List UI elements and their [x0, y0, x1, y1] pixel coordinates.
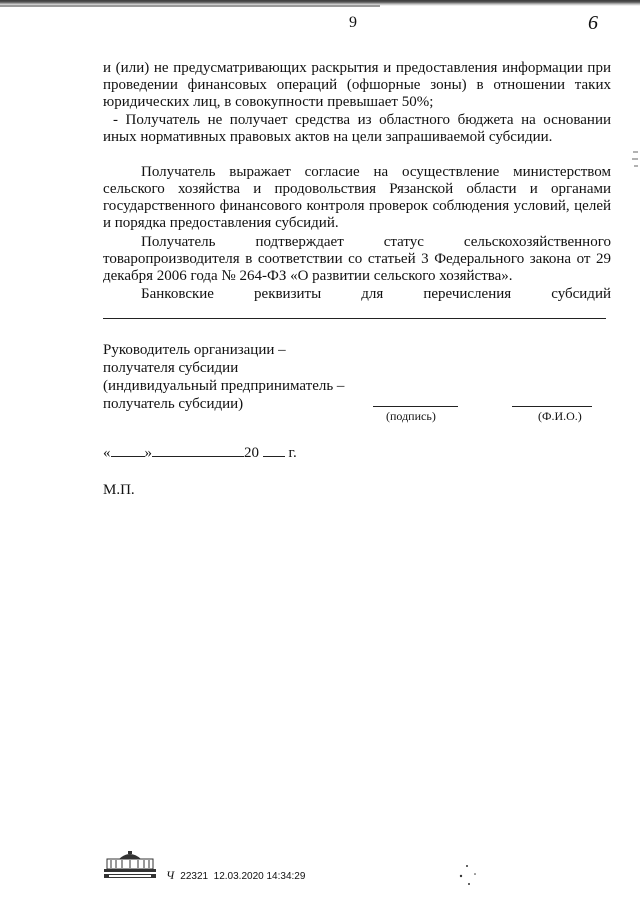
- year-prefix: 20: [244, 445, 259, 461]
- signature-label-2: получателя субсидии: [103, 360, 239, 376]
- document-timestamp: 12.03.2020 14:34:29: [213, 871, 306, 882]
- document-registration-stamp: [166, 868, 305, 883]
- paragraph-no-other-funds: - Получатель не получает средства из областного бюджета на основании иных нормативных правовых актов на цели запрашиваемой субсидии.: [103, 112, 611, 145]
- seal-placeholder: М.П.: [103, 482, 135, 498]
- organization-logo-icon: [103, 849, 157, 879]
- page-number: 9: [349, 14, 357, 31]
- bank-details-line: [103, 318, 606, 319]
- scan-edge-shadow: [0, 5, 380, 7]
- name-caption: (Ф.И.О.): [538, 409, 582, 423]
- handwritten-page-number: 6: [588, 12, 598, 34]
- signature-label-1: Руководитель организации –: [103, 342, 286, 358]
- signature-line: [373, 406, 458, 407]
- paragraph-producer-status: Получатель подтверждает статус сельскохозяйственного товаропроизводителя в соответствии со статьей 3 Федерального закона от 29 декабря 2006 года № 264-ФЗ «О развитии сельского хозяйства».: [103, 234, 611, 284]
- year-blank: [263, 444, 285, 457]
- date-open-quote: «: [103, 445, 111, 461]
- name-line: [512, 406, 592, 407]
- signature-label-4: получатель субсидии): [103, 396, 244, 412]
- date-close-quote: »: [144, 445, 152, 461]
- signature-caption: (подпись): [386, 409, 436, 423]
- paragraph-offshore: и (или) не предусматривающих раскрытия и предоставления информации при проведении финансовых операций (офшорные зоны) в отношении таких юридических лиц, в совокупности превышает 50%;: [103, 60, 611, 110]
- month-blank: [152, 444, 244, 457]
- year-suffix: г.: [288, 445, 297, 461]
- signature-label-3: (индивидуальный предприниматель –: [103, 378, 345, 394]
- paragraph-bank-details: Банковские реквизиты для перечисления субсидий: [141, 286, 611, 302]
- date-field: [103, 444, 297, 462]
- document-number: 22321: [180, 871, 209, 882]
- scan-edge-mark: [631, 150, 639, 170]
- signature-block: [103, 341, 344, 413]
- document-icon: Ч: [166, 868, 175, 882]
- paragraph-consent: Получатель выражает согласие на осуществление министерством сельского хозяйства и продовольствия Рязанской области и органами государственного финансового контроля проверок соблюдения условий, целей и порядка предоставления субсидий.: [103, 164, 611, 231]
- scan-specks: [455, 862, 485, 892]
- day-blank: [111, 444, 145, 457]
